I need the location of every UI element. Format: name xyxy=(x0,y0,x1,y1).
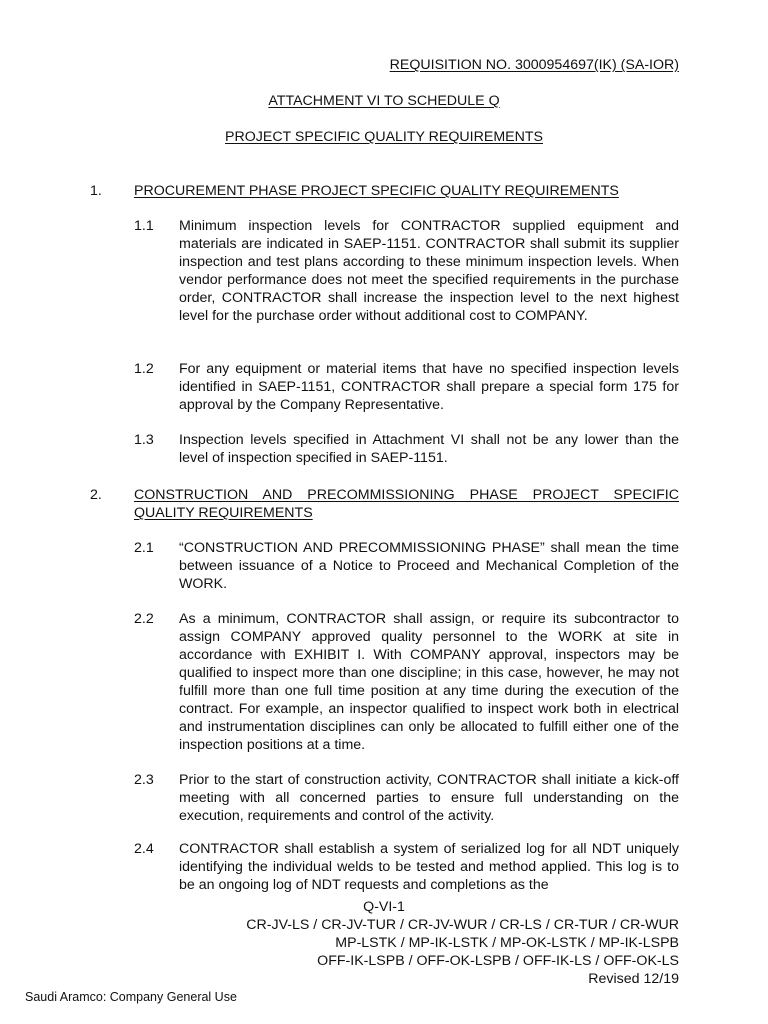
item-2-2-number: 2.2 xyxy=(134,611,154,627)
requisition-number: REQUISITION NO. 3000954697(IK) (SA-IOR) xyxy=(389,57,679,73)
item-2-1-number: 2.1 xyxy=(134,540,154,556)
item-1-1-number: 1.1 xyxy=(134,218,154,234)
item-1-3-number: 1.3 xyxy=(134,432,154,448)
contract-codes-line-2: MP-LSTK / MP-IK-LSTK / MP-OK-LSTK / MP-IK-LSPB xyxy=(335,935,679,951)
contract-codes-line-3: OFF-IK-LSPB / OFF-OK-LSPB / OFF-IK-LS / OFF-OK-LS xyxy=(317,953,679,969)
section-2-title: CONSTRUCTION AND PRECOMMISSIONING PHASE PROJECT SPECIFIC QUALITY REQUIREMENTS xyxy=(134,487,679,521)
item-1-2-text: For any equipment or material items that have no specified inspection levels identified in SAEP-1151, CONTRACTOR shall prepare a special form 175 for approval by the Company Representative. xyxy=(179,361,679,413)
section-2-number: 2. xyxy=(90,487,102,503)
item-1-3-text: Inspection levels specified in Attachment VI shall not be any lower than the level of inspection specified in SAEP-1151. xyxy=(179,432,679,466)
item-2-2-text: As a minimum, CONTRACTOR shall assign, or require its subcontractor to assign COMPANY approved quality personnel to the WORK at site in accordance with EXHIBIT I. With COMPANY approval, inspectors may be qualified to inspect more than one discipline; in this case, however, he may not fulfill more than one full time position at any time during the execution of the contract. For example, an inspector qualified to inspect work both in electrical and instrumentation disciplines can only be allocated to fulfill either one of the inspection positions at a time. xyxy=(179,611,679,753)
revision-date: Revised 12/19 xyxy=(588,971,679,987)
attachment-title: ATTACHMENT VI TO SCHEDULE Q xyxy=(268,93,500,109)
item-2-3-number: 2.3 xyxy=(134,772,154,788)
item-2-1-text: “CONSTRUCTION AND PRECOMMISSIONING PHASE” shall mean the time between issuance of a Notice to Proceed and Mechanical Completion of the WORK. xyxy=(179,540,679,592)
contract-codes-line-1: CR-JV-LS / CR-JV-TUR / CR-JV-WUR / CR-LS / CR-TUR / CR-WUR xyxy=(246,917,679,933)
item-2-4-number: 2.4 xyxy=(134,841,154,857)
section-1-number: 1. xyxy=(90,183,102,199)
classification-label: Saudi Aramco: Company General Use xyxy=(25,990,237,1004)
item-1-2-number: 1.2 xyxy=(134,361,154,377)
item-2-4-text: CONTRACTOR shall establish a system of serialized log for all NDT uniquely identifying the individual welds to be tested and method applied. This log is to be an ongoing log of NDT requests and completions as the xyxy=(179,841,679,893)
page-title: PROJECT SPECIFIC QUALITY REQUIREMENTS xyxy=(225,129,543,145)
section-1-title: PROCUREMENT PHASE PROJECT SPECIFIC QUALITY REQUIREMENTS xyxy=(134,183,619,199)
item-2-3-text: Prior to the start of construction activity, CONTRACTOR shall initiate a kick-off meeting with all concerned parties to ensure full understanding on the execution, requirements and control of the activity. xyxy=(179,772,679,824)
page-number: Q-VI-1 xyxy=(363,899,405,915)
item-1-1-text: Minimum inspection levels for CONTRACTOR supplied equipment and materials are indicated in SAEP-1151. CONTRACTOR shall submit its supplier inspection and test plans according to these minimum inspection levels. When vendor performance does not meet the specified requirements in the purchase order, CONTRACTOR shall increase the inspection level to the next highest level for the purchase order without additional cost to COMPANY. xyxy=(179,218,679,324)
